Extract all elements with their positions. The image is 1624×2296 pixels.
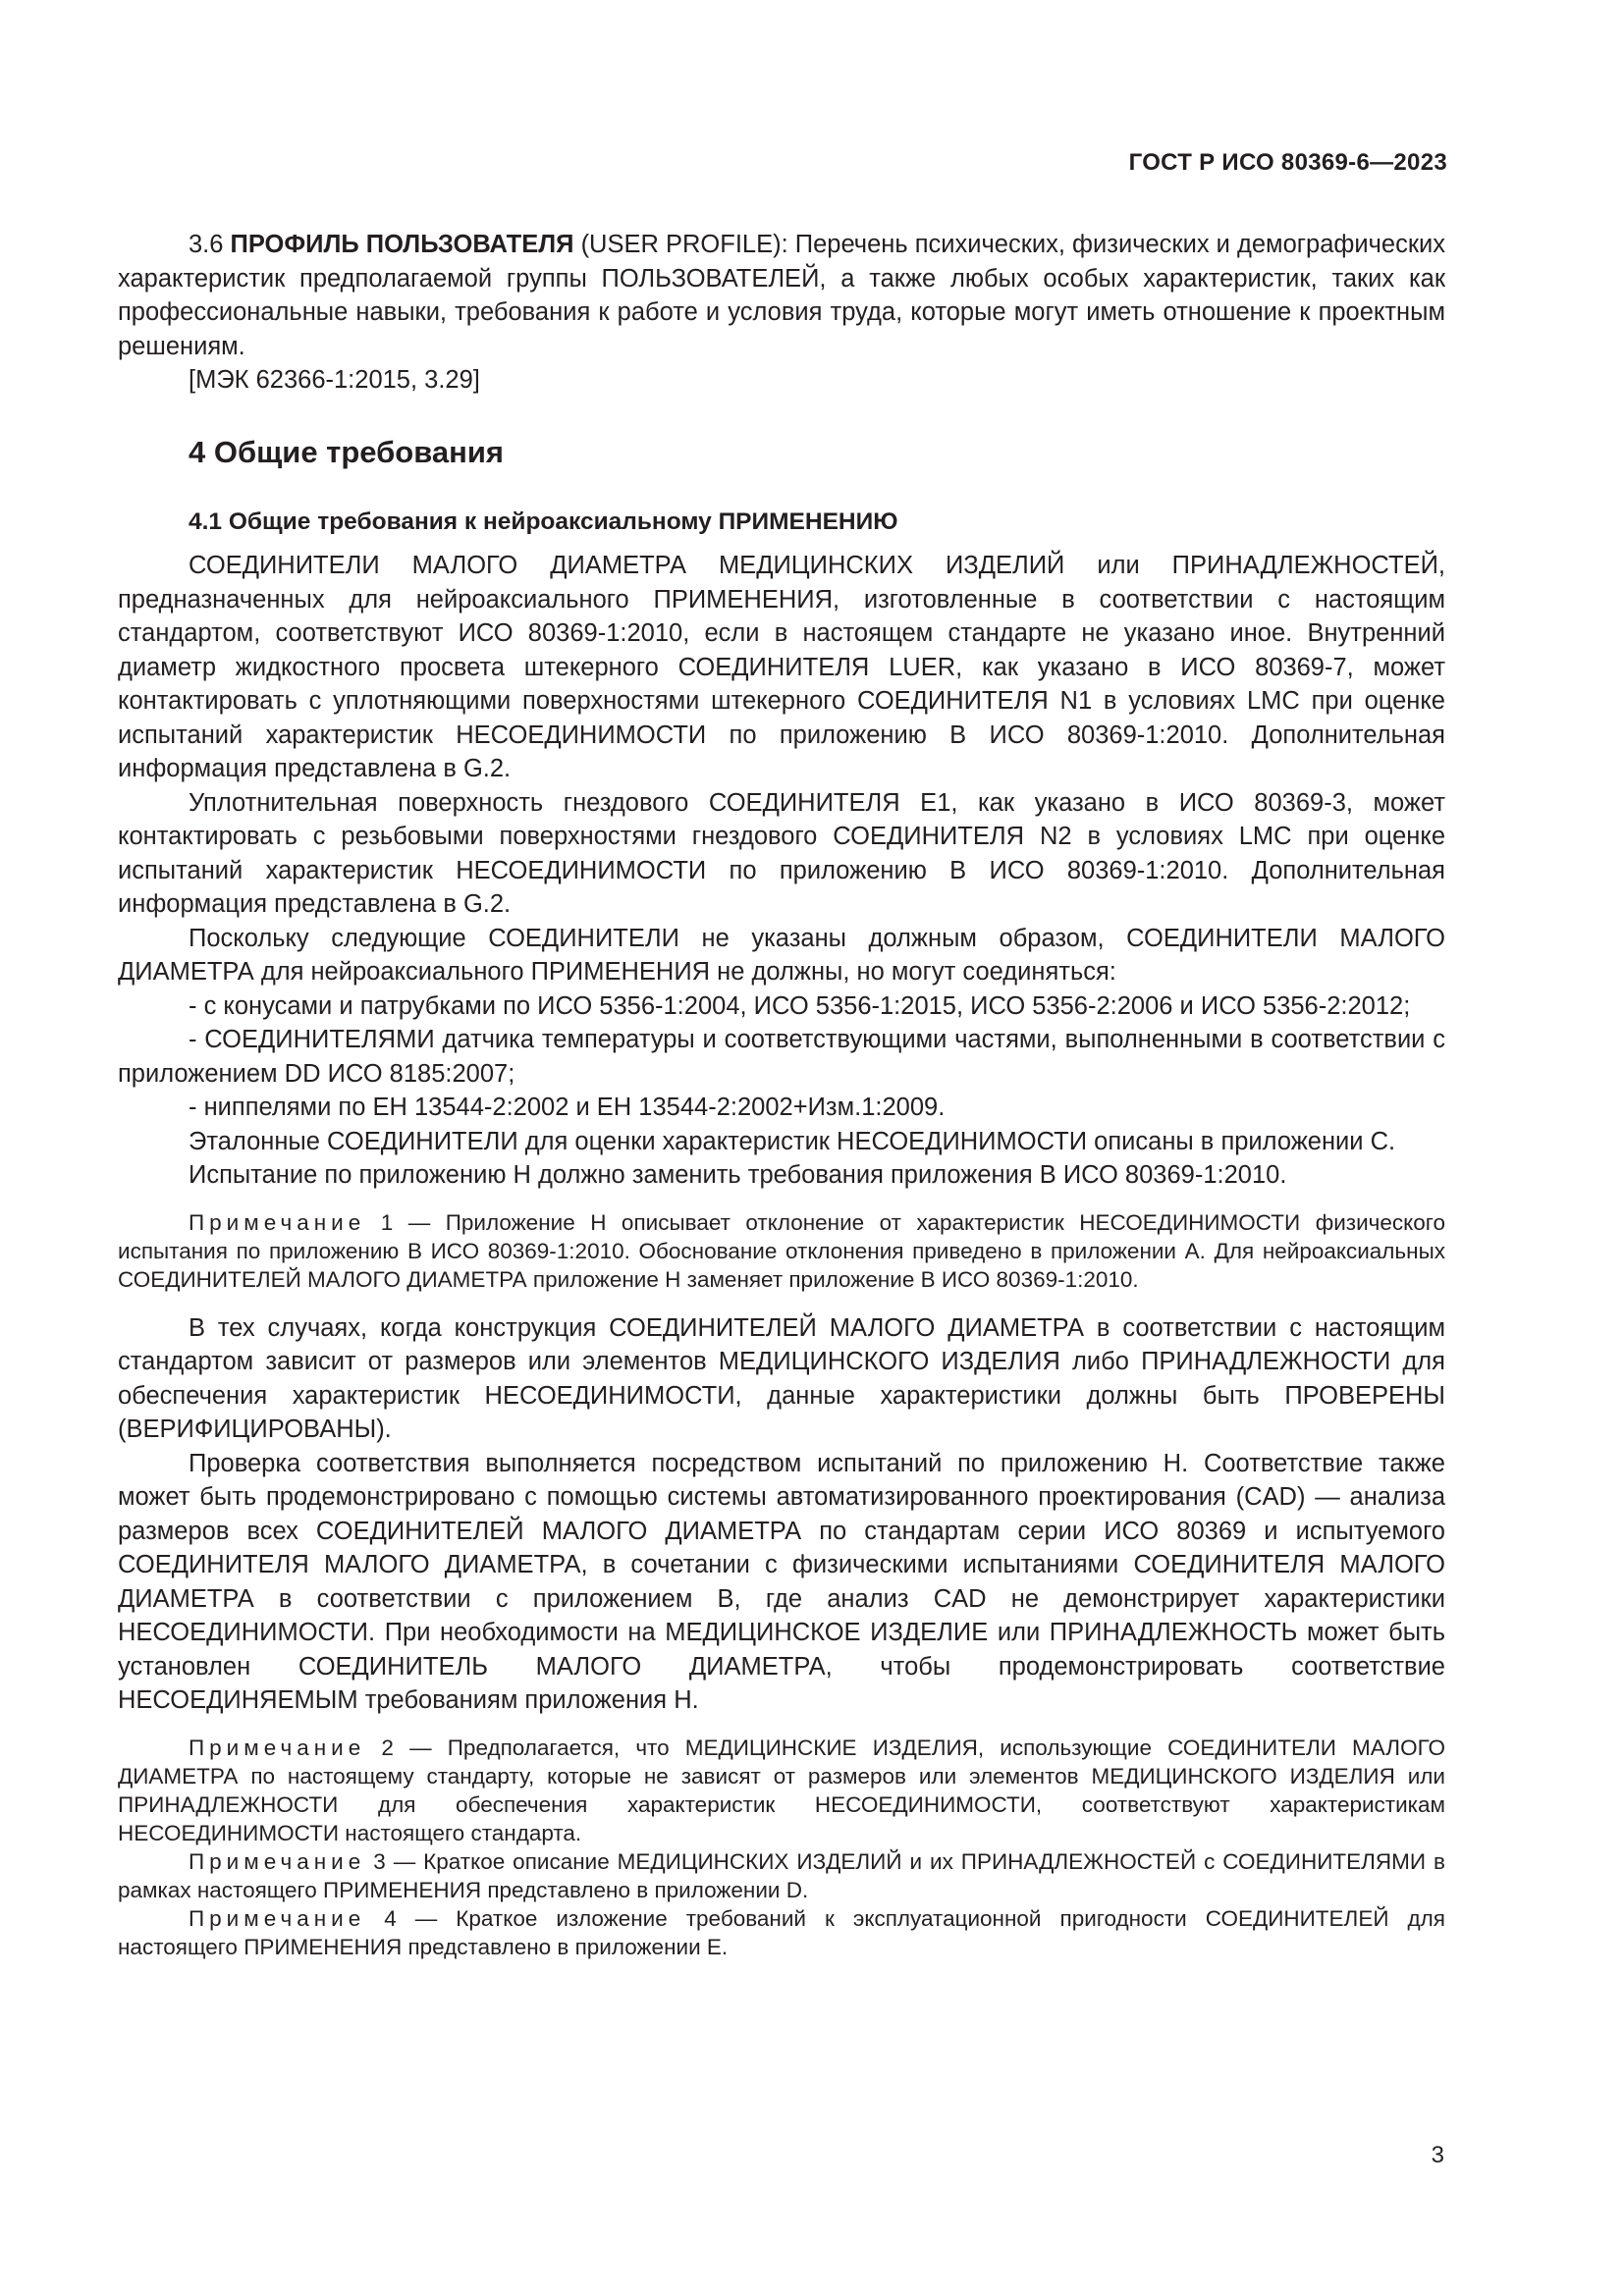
paragraph: В тех случаях, когда конструкция СОЕДИНИТЕЛЕЙ МАЛОГО ДИАМЕТРА в соответствии с настоящим стандартом зависит от размеров или элементов МЕДИЦИНСКОГО ИЗДЕЛИЯ либо ПРИНАДЛЕЖНОСТИ для обеспечения характеристик НЕСОЕДИНИМОСТИ, данные характеристики должны быть ПРОВЕРЕНЫ (ВЕРИФИЦИРОВАНЫ). bbox=[118, 1313, 1445, 1443]
document-header-id: ГОСТ Р ИСО 80369-6—2023 bbox=[1128, 149, 1447, 176]
note-number: 3 bbox=[373, 1848, 386, 1874]
paragraph: СОЕДИНИТЕЛИ МАЛОГО ДИАМЕТРА МЕДИЦИНСКИХ ИЗДЕЛИЙ или ПРИНАДЛЕЖНОСТЕЙ, предназначенных для нейроаксиального ПРИМЕНЕНИЯ, изготовленные в соответствии с настоящим стандартом, соответствуют ИСО 80369-1:2010, если в настоящем стандарте не указано иное. Внутренний диаметр жидкостного просвета штекерного СОЕДИНИТЕЛЯ LUER, как указано в ИСО 80369-7, может контактировать с уплотняющими поверхностями штекерного СОЕДИНИТЕЛЯ N1 в условиях LMC при оценке испытаний характеристик НЕСОЕДИНИМОСТИ по приложению В ИСО 80369-1:2010. Дополнительная информация представлена в G.2. bbox=[118, 552, 1445, 782]
note-label: Примечание bbox=[189, 1848, 366, 1874]
paragraph: Проверка соответствия выполняется посредством испытаний по приложению Н. Соответствие также может быть продемонстрировано с помощью системы автоматизированного проектирования (CAD) — анализа размеров всех СОЕДИНИТЕЛЕЙ МАЛОГО ДИАМЕТРА по стандартам серии ИСО 80369 и испытуемого СОЕДИНИТЕЛЯ МАЛОГО ДИАМЕТРА, в сочетании с физическими испытаниями СОЕДИНИТЕЛЯ МАЛОГО ДИАМЕТРА в соответствии с приложением В, где анализ CAD не демонстрирует характеристики НЕСОЕДИНИМОСТИ. При необходимости на МЕДИЦИНСКОЕ ИЗДЕЛИЕ или ПРИНАДЛЕЖНОСТЬ может быть установлен СОЕДИНИТЕЛЬ МАЛОГО ДИАМЕТРА, чтобы продемонстрировать соответствие НЕСОЕДИНЯЕМЫМ требованиям приложения Н. bbox=[118, 1449, 1445, 1714]
note-4 bbox=[118, 1904, 1445, 1961]
note-1 bbox=[118, 1208, 1445, 1294]
section-4-1-heading: 4.1 Общие требования к нейроаксиальному ПРИМЕНЕНИЮ bbox=[189, 507, 898, 535]
note-text: — Предполагается, что МЕДИЦИНСКИЕ ИЗДЕЛИЯ, использующие СОЕДИНИТЕЛИ МАЛОГО ДИАМЕТРА по настоящему стандарту, которые не зависят от размеров или элементов МЕДИЦИНСКОГО ИЗДЕЛИЯ или ПРИНАДЛЕЖНОСТИ для обеспечения характеристик НЕСОЕДИНИМОСТИ, соответствуют характеристикам НЕСОЕДИНИМОСТИ настоящего стандарта. bbox=[118, 1735, 1445, 1845]
note-label: Примечание bbox=[189, 1735, 366, 1760]
note-label: Примечание bbox=[189, 1209, 366, 1235]
section-4-heading: 4 Общие требования bbox=[189, 434, 504, 469]
definition-term: ПРОФИЛЬ ПОЛЬЗОВАТЕЛЯ bbox=[230, 231, 574, 258]
note-label: Примечание bbox=[189, 1905, 366, 1931]
paragraph: Эталонные СОЕДИНИТЕЛИ для оценки характеристик НЕСОЕДИНИМОСТИ описаны в приложении С. bbox=[189, 1127, 1396, 1155]
definition-3-6 bbox=[118, 228, 1445, 363]
paragraph: Испытание по приложению Н должно заменить требования приложения В ИСО 80369-1:2010. bbox=[189, 1161, 1287, 1189]
definition-text: (USER PROFILE): Перечень психических, физических и демографических характеристик предполагаемой группы ПОЛЬЗОВАТЕЛЕЙ, а также любых особых характеристик, таких как профессиональные навыки, требования к работе и условия труда, которые могут иметь отношение к проектным решениям. bbox=[118, 231, 1446, 360]
note-2 bbox=[118, 1734, 1445, 1847]
note-text: — Приложение Н описывает отклонение от характеристик НЕСОЕДИНИМОСТИ физического испытания по приложению В ИСО 80369-1:2010. Обоснование отклонения приведено в приложении А. Для нейроаксиальных СОЕДИНИТЕЛЕЙ МАЛОГО ДИАМЕТРА приложение Н заменяет приложение В ИСО 80369-1:2010. bbox=[118, 1209, 1445, 1292]
list-item: - ниппелями по ЕН 13544-2:2002 и ЕН 13544-2:2002+Изм.1:2009. bbox=[189, 1094, 946, 1121]
note-text: — Краткое описание МЕДИЦИНСКИХ ИЗДЕЛИЙ и их ПРИНАДЛЕЖНОСТЕЙ с СОЕДИНИТЕЛЯМИ в рамках настоящего ПРИМЕНЕНИЯ представлено в приложении D. bbox=[118, 1848, 1445, 1902]
definition-number: 3.6 bbox=[189, 231, 224, 258]
page-content bbox=[118, 228, 1445, 1961]
paragraph: Поскольку следующие СОЕДИНИТЕЛИ не указаны должным образом, СОЕДИНИТЕЛИ МАЛОГО ДИАМЕТРА для нейроаксиального ПРИМЕНЕНИЯ не должны, но могут соединяться: bbox=[118, 924, 1445, 986]
page-number: 3 bbox=[1431, 2142, 1444, 2168]
note-text: — Краткое изложение требований к эксплуатационной пригодности СОЕДИНИТЕЛЕЙ для настоящего ПРИМЕНЕНИЯ представлено в приложении Е. bbox=[118, 1905, 1445, 1959]
list-item: - с конусами и патрубками по ИСО 5356-1:2004, ИСО 5356-1:2015, ИСО 5356-2:2006 и ИСО 5356-2:2012; bbox=[189, 991, 1411, 1020]
note-number: 2 bbox=[381, 1735, 394, 1760]
list-item: - СОЕДИНИТЕЛЯМИ датчика температуры и соответствующими частями, выполненными в соответствии с приложением DD ИСО 8185:2007; bbox=[118, 1026, 1445, 1088]
definition-reference: [МЭК 62366-1:2015, 3.29] bbox=[189, 366, 480, 394]
note-3 bbox=[118, 1847, 1445, 1904]
paragraph: Уплотнительная поверхность гнездового СОЕДИНИТЕЛЯ E1, как указано в ИСО 80369-3, может контактировать с резьбовыми поверхностями гнездового СОЕДИНИТЕЛЯ N2 в условиях LMC при оценке испытаний характеристик НЕСОЕДИНИМОСТИ по приложению В ИСО 80369-1:2010. Дополнительная информация представлена в G.2. bbox=[118, 788, 1445, 918]
note-number: 4 bbox=[384, 1905, 397, 1931]
note-number: 1 bbox=[380, 1209, 394, 1235]
